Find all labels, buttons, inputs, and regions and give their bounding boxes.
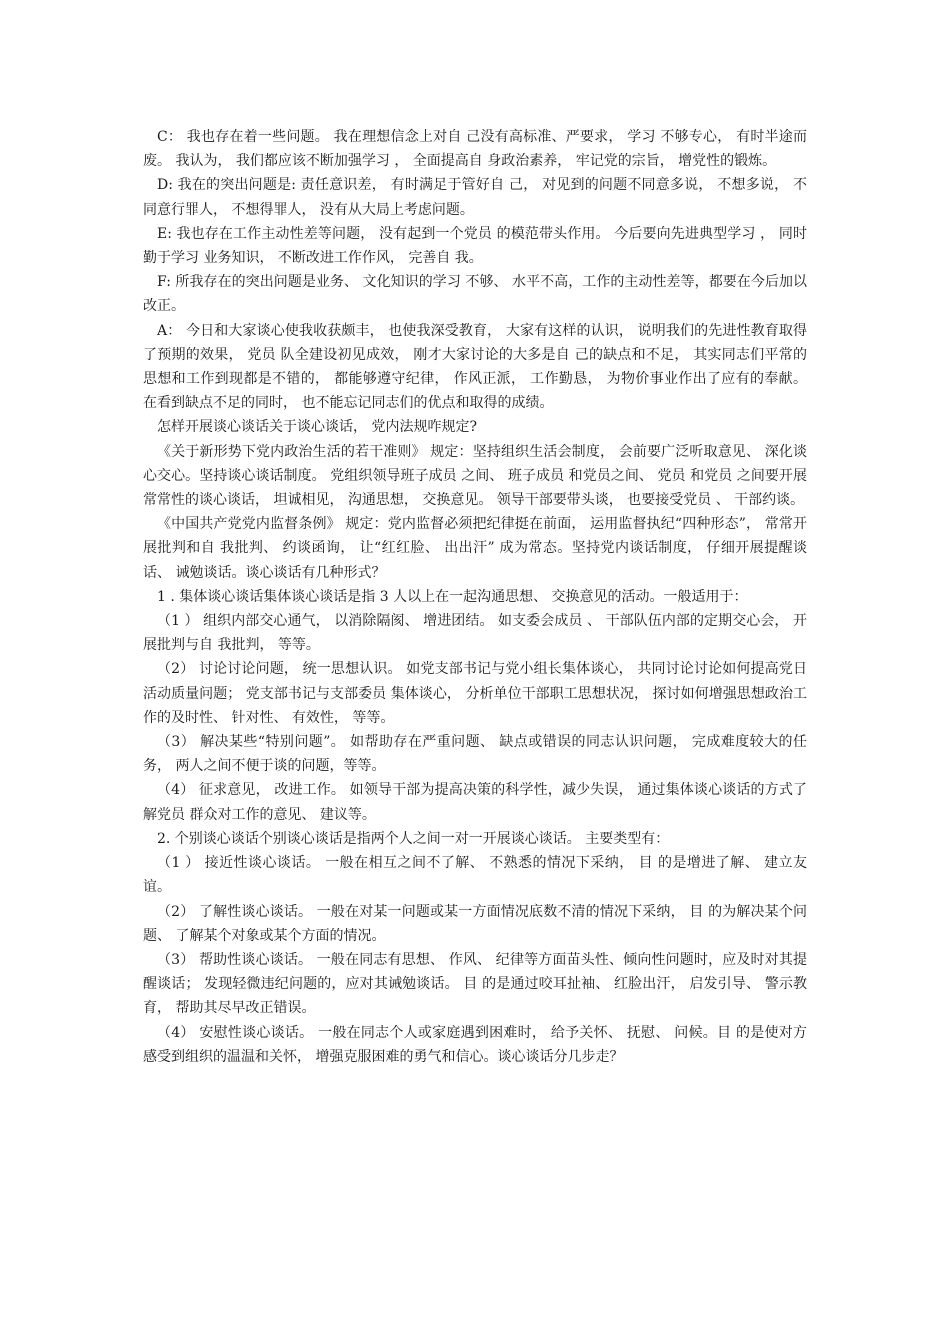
individual-item-3: （3） 帮助性谈心谈话。 一般在同志有思想、 作风、 纪律等方面苗头性、倾向性问题时，应及时对其提醒谈话； 发现轻微违纪问题的，应对其诫勉谈话。 目 的是通过咬耳扯袖、 红脸出汗， 启发引导、 警示教育， 帮助其尽早改正错误。 [143, 951, 807, 1017]
collective-item-2: （2） 讨论讨论问题， 统一思想认识。 如党支部书记与党小组长集体谈心， 共同讨论讨论如何提高党日 活动质量问题； 党支部书记与支部委员 集体谈心， 分析单位干部职工思想状况， 探讨如何增强思想政治工作的及时性、 针对性、 有效性， 等等。 [143, 661, 807, 726]
section-collective-talk: 1 . 集体谈心谈话集体谈心谈话是指 3 人以上在一起沟通思想、 交换意见的活动。一般适用于： [157, 588, 748, 605]
collective-item-1: （1 ） 组织内部交心通气， 以消除隔阂、 增进团结。 如支委会成员 、 干部队伍内部的定期交心会， 开展批判与自 我批判， 等等。 [143, 613, 807, 654]
paragraph-d: D: 我在的突出问题是: 责任意识差， 有时满足于管好自 己， 对见到的问题不同意多说， 不想多说， 不同意行罪人， 不想得罪人， 没有从大局上考虑问题。 [143, 177, 807, 218]
section-individual-talk: 2. 个别谈心谈话个别谈心谈话是指两个人之间一对一开展谈心谈话。 主要类型有： [157, 830, 670, 847]
paragraph-c: C： 我也存在着一些问题。 我在理想信念上对自 己没有高标准、严要求， 学习 不够专心， 有时半途而废。 我认为， 我们都应该不断加强学习 ， 全面提高自 身政治素养， 牢记党的宗旨， 增党性的锻炼。 [143, 129, 807, 170]
paragraph-a: A： 今日和大家谈心使我收获颇丰， 也使我深受教育， 大家有这样的认识， 说明我们的先进性教育取得了预期的效果， 党员 队全建设初见成效， 刚才大家讨论的大多是自 己的缺点和不足， 其实同志们平常的思想和工作到现都是不错的， 都能够遵守纪律， 作风正派， 工作勤恳， 为物价事业作出了应有的奉献。 在看到缺点不足的同时， 也不能忘记同志们的优点和取得的成绩。 [143, 322, 807, 412]
question-how-to-talk: 怎样开展谈心谈话关于谈心谈话， 党内法规咋规定? [157, 419, 477, 436]
individual-item-2: （2） 了解性谈心谈话。 一般在对某一问题或某一方面情况底数不清的情况下采纳， 目 的为解决某个问题、 了解某个对象或某个方面的情况。 [143, 903, 807, 944]
paragraph-e: E: 我也存在工作主动性差等问题， 没有起到一个党员 的模范带头作用。 今后要向先进典型学习 ， 同时勤于学习 业务知识， 不断改进工作作风， 完善自 我。 [143, 225, 807, 267]
paragraph-regulations: 《中国共产党党内监督条例》 规定：党内监督必须把纪律挺在前面， 运用监督执纪“四种形态”， 常常开展批判和自 我批判、 约谈函询， 让“红红脸、 出出汗” 成为常态。坚持党内谈话制度， 仔细开展提醒谈话、 诫勉谈话。谈心谈话有几种形式？ [143, 516, 807, 581]
document-body [143, 125, 807, 1069]
paragraph-f: F: 所我存在的突出问题是业务、 文化知识的学习 不够、 水平不高，工作的主动性差等，都要在今后加以改正。 [143, 274, 807, 315]
individual-item-4: （4） 安慰性谈心谈话。 一般在同志个人或家庭遇到困难时， 给予关怀、 抚慰、 问候。目 的是使对方感受到组织的温温和关怀， 增强克服困难的勇气和信心。谈心谈话分几步走？ [143, 1024, 807, 1065]
collective-item-4: （4） 征求意见， 改进工作。 如领导干部为提高决策的科学性，减少失误， 通过集体谈心谈话的方式了 解党员 群众对工作的意见、 建议等。 [143, 782, 807, 823]
collective-item-3: （3） 解决某些“特别问题”。 如帮助存在严重问题、 缺点或错误的同志认识问题， 完成难度较大的任务， 两人之间不便于谈的问题，等等。 [143, 734, 807, 775]
paragraph-guidelines: 《关于新形势下党内政治生活的若干准则》 规定：坚持组织生活会制度， 会前要广泛听取意见、 深化谈心交心。坚持谈心谈话制度。 党组织领导班子成员 之间、 班子成员 和党员之间、 党员 和党员 之间要开展常常性的谈心谈话， 坦诚相见， 沟通思想， 交换意见。 领导干部要带头谈， 也要接受党员 、 干部约谈。 [143, 443, 807, 509]
individual-item-1: （1 ） 接近性谈心谈话。 一般在相互之间不了解、 不熟悉的情况下采纳， 目 的是增进了解、 建立友谊。 [143, 855, 807, 896]
